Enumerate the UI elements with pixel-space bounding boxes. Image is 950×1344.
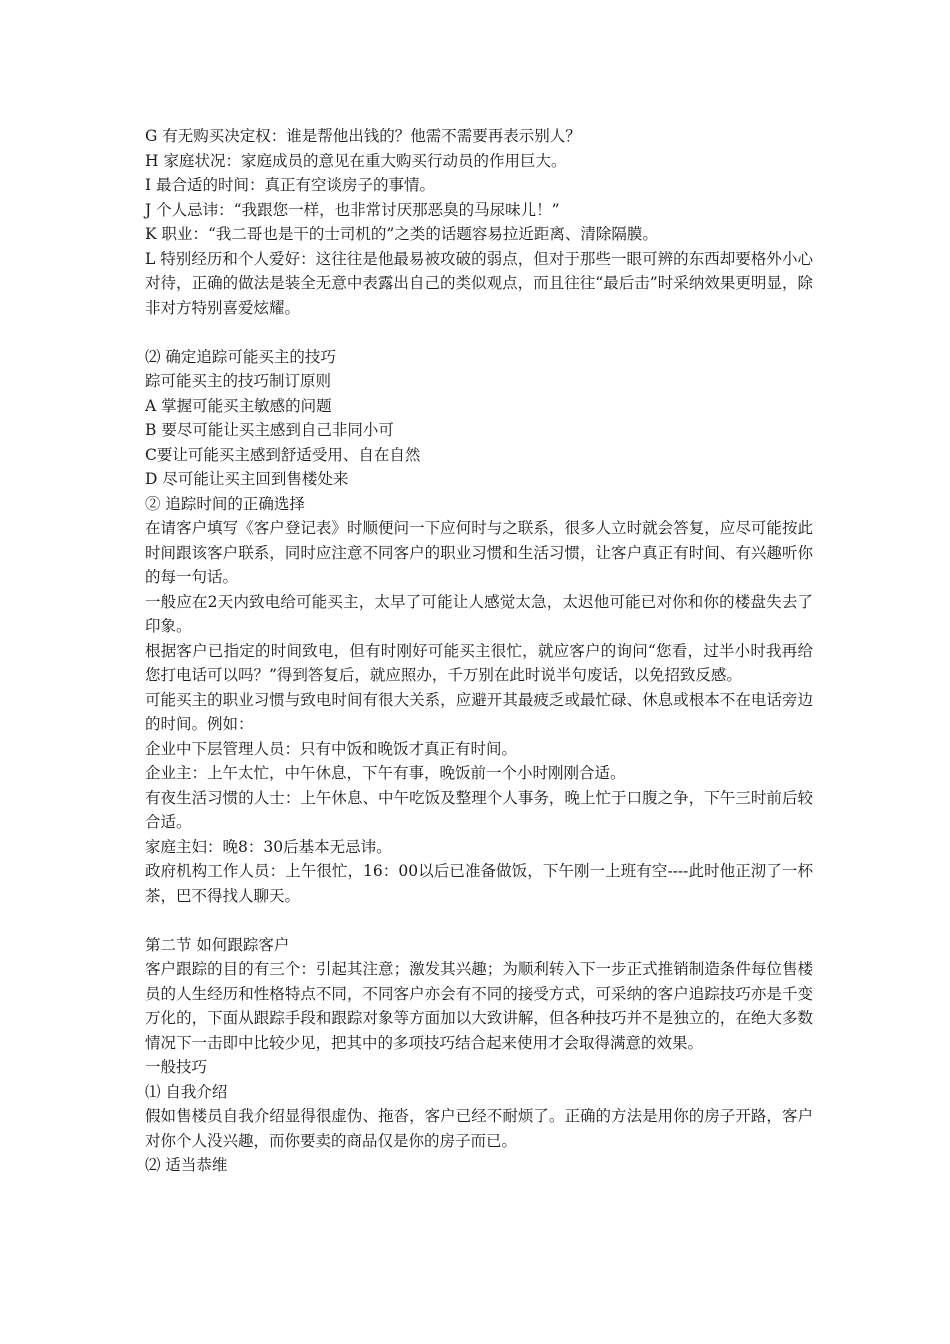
- paragraph-i-best-time: I 最合适的时间：真正有空谈房子的事情。: [145, 176, 436, 194]
- paragraph-l-special-experience: L 特别经历和个人爱好：这往往是他最易被攻破的弱点，但对于那些一眼可辨的东西却要格外小心对待，正确的做法是装全无意中表露出自己的类似观点，而且往往“最后击”时采纳效果更明显，除非对方特别喜爱炫耀。: [145, 249, 813, 317]
- paragraph-government-staff: 政府机构工作人员：上午很忙，16：00以后已准备做饭，下午刚一上班有空----此时他正沏了一杯茶，巴不得找人聊天。: [145, 862, 813, 905]
- paragraph-k-occupation: K 职业：“我二哥也是干的士司机的”之类的话题容易拉近距离、清除隔膜。: [145, 225, 658, 243]
- subheading-appropriate-compliments: ⑵ 适当恭维: [145, 1156, 228, 1174]
- section-heading-tracking-skills: ⑵ 确定追踪可能买主的技巧: [145, 347, 336, 366]
- document-body: [145, 124, 813, 1178]
- subheading-self-introduction: ⑴ 自我介绍: [145, 1082, 228, 1101]
- blank-line: [145, 908, 813, 933]
- paragraph-self-introduction: 假如售楼员自我介绍显得很虚伪、拖沓，客户已经不耐烦了。正确的方法是用你的房子开路，客户对你个人没兴趣，而你要卖的商品仅是你的房子而已。: [145, 1107, 813, 1150]
- list-item-c: C要让可能买主感到舒适受用、自在自然: [145, 445, 421, 464]
- paragraph-occupation-and-timing: 可能买主的职业习惯与致电时间有很大关系，应避开其最疲乏或最忙碌、休息或根本不在电话旁边的时间。例如：: [145, 690, 813, 733]
- paragraph-h-family-status: H 家庭状况：家庭成员的意见在重大购买行动员的作用巨大。: [145, 151, 567, 170]
- paragraph-call-at-specified-time: 根据客户已指定的时间致电，但有时刚好可能买主很忙，就应客户的询问“您看，过半小时我再给您打电话可以吗？”得到答复后，就应照办，千万别在此时说半句废话，以免招致反感。: [145, 641, 813, 684]
- subheading-tracking-time: ② 追踪时间的正确选择: [145, 494, 305, 513]
- paragraph-j-personal-taboo: J 个人忌讳：“我跟您一样，也非常讨厌那恶臭的马尿味儿！”: [145, 200, 560, 219]
- section-heading-how-to-track-customers: 第二节 如何跟踪客户: [145, 935, 290, 954]
- paragraph-g-purchase-authority: G 有无购买决定权：谁是帮他出钱的？他需不需要再表示别人？: [145, 127, 581, 145]
- blank-line: [145, 320, 813, 345]
- list-item-a: A 掌握可能买主敏感的问题: [145, 396, 332, 415]
- list-item-b: B 要尽可能让买主感到自己非同小可: [145, 421, 394, 439]
- subheading-general-skills: 一般技巧: [145, 1058, 208, 1076]
- paragraph-tracking-purpose: 客户跟踪的目的有三个：引起其注意；激发其兴趣；为顺利转入下一步正式推销制造条件每位售楼员的人生经历和性格特点不同，不同客户亦会有不同的接受方式，可采纳的客户追踪技巧亦是千变万化的，下面从跟踪手段和跟踪对象等方面加以大致讲解，但各种技巧并不是独立的，在绝大多数情况下一击即中比较少见，把其中的多项技巧结合起来使用才会取得满意的效果。: [145, 960, 813, 1052]
- paragraph-call-within-2-days: 一般应在2天内致电给可能买主，太早了可能让人感觉太急，太迟他可能已对你和你的楼盘失去了印象。: [145, 592, 813, 635]
- paragraph-principles: 踪可能买主的技巧制订原则: [145, 372, 332, 390]
- paragraph-middle-managers: 企业中下层管理人员：只有中饭和晚饭才真正有时间。: [145, 739, 518, 758]
- paragraph-housewives: 家庭主妇：晚8：30后基本无忌讳。: [145, 837, 392, 856]
- list-item-d: D 尽可能让买主回到售楼处来: [145, 470, 349, 488]
- paragraph-business-owners: 企业主：上午太忙，中午休息，下午有事，晚饭前一个小时刚刚合适。: [145, 764, 626, 782]
- paragraph-nightlife-people: 有夜生活习惯的人士：上午休息、中午吃饭及整理个人事务，晚上忙于口腹之争，下午三时前后较合适。: [145, 788, 813, 831]
- paragraph-registration-form: 在请客户填写《客户登记表》时顺便问一下应何时与之联系，很多人立时就会答复，应尽可能按此时间跟该客户联系，同时应注意不同客户的职业习惯和生活习惯，让客户真正有时间、有兴趣听你的每一句话。: [145, 519, 813, 586]
